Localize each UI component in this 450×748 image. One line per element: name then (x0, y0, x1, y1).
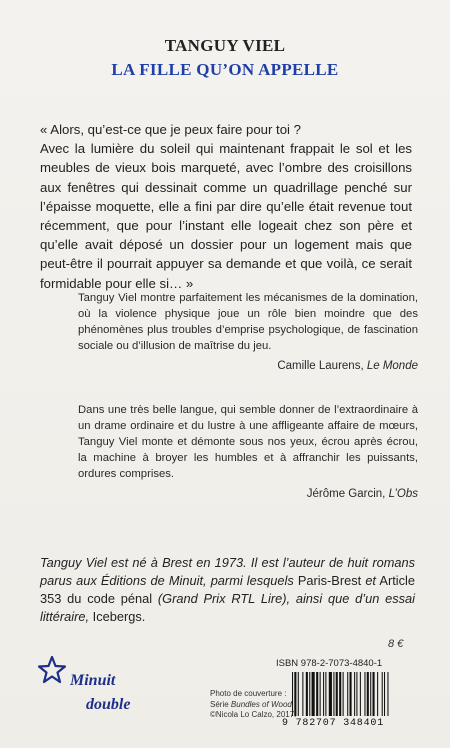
review-attribution (78, 486, 418, 502)
review-1 (78, 290, 418, 374)
bio-book-1: Paris-Brest (297, 573, 362, 588)
publication-name: L’Obs (388, 488, 418, 500)
bio-award: (Grand Prix RTL Lire), (157, 591, 291, 606)
bio-book-2: Article 353 du code pénal (40, 573, 415, 606)
bio-book-3: Icebergs. (92, 609, 146, 624)
bio-part-3: ainsi que d’un essai littéraire, (40, 591, 415, 624)
author-bio (40, 554, 415, 626)
excerpt-line-1: « Alors, qu’est-ce que je peux faire pour toi ? (40, 122, 301, 137)
barcode-digits: 9 782707 348401 (282, 718, 385, 729)
credits-line-3: ©Nicola Lo Calzo, 2017. (210, 710, 297, 719)
star-icon (37, 655, 67, 685)
publisher-logo-double: double (86, 696, 131, 713)
credits-line-2 (210, 700, 296, 711)
excerpt (40, 120, 412, 293)
publisher-logo-minuit: Minuit (70, 672, 116, 689)
credits-series-prefix: Série (210, 699, 229, 709)
excerpt-line-2: Avec la lumière du soleil qui maintenant frappait le sol et les meubles de vieux bois marqueté, avec l’ombre des croisillons aux fenêtres qui dessinait comme un quadrillage penché sur l’épaisse moquette, elle a fini par dire qu’elle était revenue tout récemment, que pour l’instant elle logeait chez son père et qu’elle avait déposé un dossier pour un logement mais que peut-être il pourrait appuyer sa demande et que voilà, ce serait formidable pour elle si… » (40, 141, 412, 291)
credits-series-name: Bundles of Wood (230, 699, 292, 709)
bio-part-2: et (365, 573, 376, 588)
review-2 (78, 402, 418, 502)
review-text: Dans une très belle langue, qui semble donner de l’extraordinaire à un drame ordinaire et du lustre à une affligeante affaire de mœurs, Tanguy Viel monte et démonte sous nos yeux, écrou après écrou, la machine à broyer les humbles et à affranchir les puissants, ordures comprises. (78, 404, 418, 480)
price: 8 € (388, 638, 404, 650)
photo-credits (210, 689, 296, 721)
critic-name: Camille Laurens, (277, 360, 364, 372)
credits-line-1: Photo de couverture : (210, 689, 287, 698)
bio-part-1: Tanguy Viel est né à Brest en 1973. Il est l’auteur de huit romans parus aux Éditions de Minuit, parmi lesquels (40, 555, 415, 588)
book-title: LA FILLE QU’ON APPELLE (111, 60, 339, 79)
author-name: TANGUY VIEL (164, 36, 286, 55)
critic-name: Jérôme Garcin, (306, 488, 386, 500)
review-attribution (78, 358, 418, 374)
review-text: Tanguy Viel montre parfaitement les mécanismes de la domination, où la violence physique joue un rôle bien moindre que des phénomènes plus troubles d’emprise psychologique, de fascination sociale ou d’illusion de maîtrise du jeu. (78, 292, 418, 352)
barcode (290, 672, 425, 716)
publication-name: Le Monde (366, 360, 418, 372)
isbn: ISBN 978-2-7073-4840-1 (276, 658, 383, 669)
